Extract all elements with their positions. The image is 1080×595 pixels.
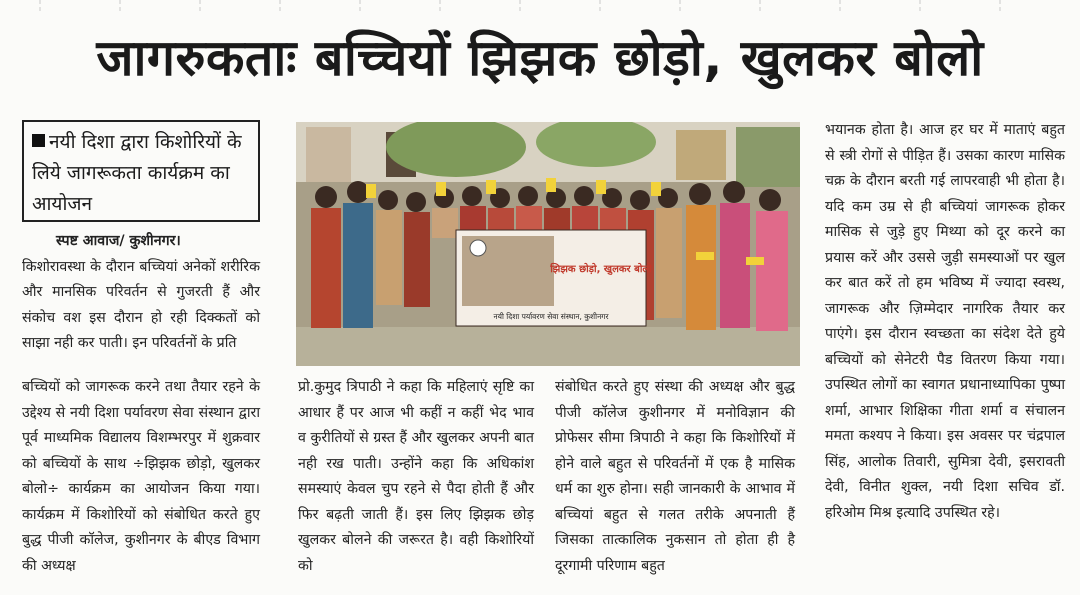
banner-title: झिझक छोड़ो, खुलकर बोलो [550, 264, 652, 275]
column-text: संबोधित करते हुए संस्था की अध्यक्ष और बुद्ध पीजी कॉलेज कुशीनगर में मनोविज्ञान की प्रोफेसर सीमा त्रिपाठी ने कहा कि किशोरियों में होने वाले बहुत से परिवर्तनों में एक है मासिक धर्म का शुरु होना। सही जानकारी के आभाव में बच्चियां बहुत से गलत तरीके अपनाती हैं जिसका तात्कालिक नुकसान तो होता ही है दूरगामी परिणाम बहुत [555, 379, 795, 574]
headline: जागरुकताः बच्चियों झिझक छोड़ो, खुलकर बोलो [96, 29, 984, 87]
article-column-3 [555, 375, 795, 579]
subheadline: नयी दिशा द्वारा किशोरियों के लिये जागरूकता कार्यक्रम का आयोजन [32, 131, 242, 215]
article-column-1-top [22, 229, 260, 357]
column-text: बच्चियों को जागरूक करने तथा तैयार रहने के उद्देश्य से नयी दिशा पर्यावरण सेवा संस्थान द्वारा पूर्व माध्यमिक विद्यालय विशम्भरपुर में शुक्रवार को बच्चियों के साथ ÷झिझक छोड़ो, खुलकर बोलो÷ कार्यक्रम का आयोजन किया गया। कार्यक्रम में किशोरियों को संबोधित करते हुए बुद्ध पीजी कॉलेज, कुशीनगर के बीएड विभाग की अध्यक्ष [22, 379, 260, 574]
top-margin-lines [0, 0, 1080, 12]
subheadline-box [22, 120, 260, 222]
article-column-2 [298, 375, 534, 579]
article-column-1-bottom [22, 375, 260, 579]
byline: स्पष्ट आवाज/ कुशीनगर। [56, 233, 181, 249]
column-text: किशोरावस्था के दौरान बच्चियां अनेकों शरीरिक और मानसिक परिवर्तन से गुजरती हैं और संकोच वश इस दौरान हो रही दिक्कतों को साझा नही कर पाती। इन परिवर्तनों के प्रति [22, 258, 260, 351]
event-photo [296, 122, 800, 366]
column-text: प्रो.कुमुद त्रिपाठी ने कहा कि महिलाएं सृष्टि का आधार हैं पर आज भी कहीं न कहीं भेद भाव व कुरीतियों से ग्रस्त हैं और खुलकर अपनी बात नही रख पाती। उन्होंने कहा कि अधिकांश समस्याएं केवल चुप रहने से पैदा होती हैं और फिर बढ़ती जाती हैं। इस लिए झिझक छोड़ खुलकर बोलने की जरूरत है। वही किशोरियों को [298, 379, 534, 574]
bullet-square-icon [32, 134, 45, 147]
article-column-4 [825, 118, 1065, 526]
banner-org: नयी दिशा पर्यावरण सेवा संस्थान, कुशीनगर [493, 312, 609, 321]
column-text: भयानक होता है। आज हर घर में माताएं बहुत से स्त्री रोगों से पीड़ित हैं। उसका कारण मासिक चक्र के दौरान बरती गई लापरवाही भी होता है। यदि कम उम्र से ही बच्चियां जागरूक होकर मासिक से जुड़े हुए मिथ्या को दूर करने का प्रयास करें और उससे जुड़ी समस्याओं पर खुल कर बात करें तो हम भविष्य में ज्यादा स्वस्थ, जागरूक और ज़िम्मेदार नागरिक तैयार कर पाएंगे। इस दौरान स्वच्छता का संदेश देते हुये बच्चियों को सेनेटरी पैड वितरण किया गया। उपस्थित लोगों का स्वागत प्रधानाध्यापिका पुष्पा शर्मा, आभार शिक्षिका गीता शर्मा व संचालन ममता कश्यप ने किया। इस अवसर पर चंद्रपाल सिंह, आलोक तिवारी, सुमित्रा देवी, इसरावती देवी, विनीत शुक्ल, नयी दिशा सचिव डॉ. हरिओम मिश्र इत्यादि उपस्थित रहे। [825, 122, 1065, 521]
